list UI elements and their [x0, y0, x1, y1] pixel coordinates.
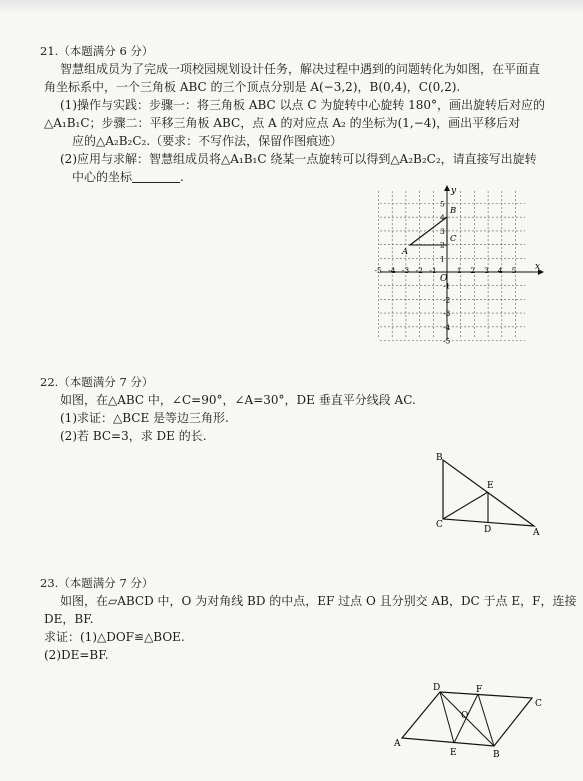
y-axis-arrow-icon [444, 185, 450, 191]
point-c-label: C [450, 234, 457, 244]
y-axis-label: y [451, 186, 457, 196]
y-tick-label: -1 [443, 281, 451, 291]
x-tick-label: -4 [388, 266, 396, 275]
problem-22 [40, 373, 544, 445]
x-tick-label: 5 [511, 266, 517, 275]
origin-label: O [440, 274, 448, 284]
x-tick-label: 4 [497, 266, 503, 275]
triangle-abc-figure [432, 450, 548, 540]
x-tick-label: 1 [456, 266, 462, 275]
x-tick-label: -2 [415, 266, 423, 275]
answer-blank [132, 170, 180, 183]
x-tick-label: -5 [374, 266, 382, 275]
vertex-a-label: A [533, 528, 540, 538]
vertex-e-label: E [487, 481, 494, 491]
y-tick-label: 1 [440, 254, 445, 264]
vertex-f-label: F [476, 685, 483, 695]
y-tick-label: 5 [440, 199, 445, 209]
problem-21-line-2: 角坐标系中，一个三角板 ABC 的三个顶点分别是 A(−3,2)，B(0,4)，C(0,2). [44, 80, 461, 94]
vertex-c-label: C [436, 520, 443, 530]
vertex-c-label: C [535, 699, 542, 709]
vertex-b-label: B [493, 750, 500, 760]
y-tick-label: -4 [443, 322, 451, 332]
scan-top-edge [0, 0, 583, 14]
problem-21 [40, 42, 546, 186]
x-tick-label: -3 [401, 266, 410, 275]
problem-22-line-3: (2)若 BC=3，求 DE 的长. [60, 429, 207, 443]
x-tick-label: 3 [484, 266, 489, 275]
y-tick-label: -2 [443, 295, 451, 305]
segment-ce [443, 492, 488, 519]
point-o-label: O [461, 711, 469, 721]
y-tick-label: 4 [440, 213, 445, 223]
problem-23-line-2: DE，BF. [44, 612, 94, 626]
problem-22-title: 22.（本题满分 7 分） [40, 375, 154, 389]
parallelogram-abcd-figure [392, 680, 552, 770]
problem-22-line-2: (1)求证：△BCE 是等边三角形. [60, 411, 229, 425]
point-a-label: A [402, 247, 409, 257]
coordinate-grid-figure [374, 183, 546, 346]
vertex-d-label: D [484, 525, 492, 535]
problem-21-line-1: 智慧组成员为了完成一项校园规划设计任务，解决过程中遇到的问题转化为如图，在平面直 [60, 62, 541, 76]
x-axis-label: x [535, 262, 541, 272]
x-tick-label: 2 [470, 266, 476, 275]
problem-21-line-4: △A₁B₁C；步骤二：平移三角板 ABC，点 A 的对应点 A₂ 的坐标为(1,−4)，画出平移后对 [44, 116, 521, 130]
vertex-d-label: D [433, 683, 441, 693]
y-tick-label: 3 [440, 226, 445, 236]
problem-23-line-1: 如图，在▱ABCD 中，O 为对角线 BD 的中点，EF 过点 O 且分别交 AB，DC 于点 E，F，连接 [60, 594, 577, 608]
problem-21-line-3: (1)操作与实践：步骤一：将三角板 ABC 以点 C 为旋转中心旋转 180°，画出旋转后对应的 [60, 98, 546, 112]
problem-23-line-4: (2)DE=BF. [44, 648, 109, 662]
problem-23 [40, 574, 577, 664]
problem-23-title: 23.（本题满分 7 分） [40, 576, 154, 590]
x-tick-label: -1 [429, 266, 437, 275]
problem-21-line-5: 应的△A₂B₂C₂.（要求：不写作法，保留作图痕迹） [72, 134, 343, 148]
problem-21-title: 21.（本题满分 6 分） [40, 44, 154, 58]
y-tick-label: -5 [443, 336, 451, 346]
vertex-a-label: A [394, 739, 401, 749]
vertex-b-label: B [436, 453, 443, 463]
y-tick-label: -3 [443, 309, 451, 319]
point-b-label: B [450, 206, 457, 216]
problem-21-line-6: (2)应用与求解：智慧组成员将△A₁B₁C 绕某一点旋转可以得到△A₂B₂C₂，请直接写出旋转 [60, 152, 537, 166]
y-tick-label: 2 [440, 240, 445, 250]
problem-23-line-3: 求证：(1)△DOF≌△BOE. [44, 630, 185, 644]
problem-21-period: . [180, 170, 184, 184]
problem-22-line-1: 如图，在△ABC 中，∠C=90°，∠A=30°，DE 垂直平分线段 AC. [60, 393, 416, 407]
point-e-label: E [450, 748, 457, 758]
problem-21-answer-prompt: 中心的坐标 [72, 170, 133, 184]
